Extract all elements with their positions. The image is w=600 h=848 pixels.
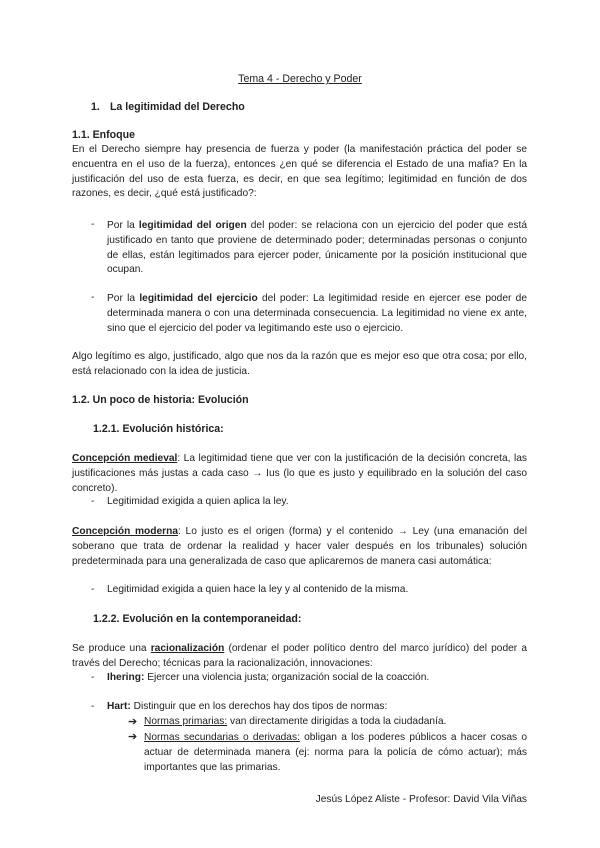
- ihering-text: Ejercer una violencia justa; organización social de la coacción.: [144, 672, 430, 683]
- bullet-text: Por la: [107, 220, 139, 231]
- normas-secundarias-item: [144, 731, 527, 775]
- concepcion-medieval-term: Concepción medieval: [72, 453, 178, 464]
- concepcion-moderna-term: Concepción moderna: [72, 526, 179, 537]
- bullet-dash: -: [91, 701, 95, 712]
- concepcion-medieval-bullet: Legitimidad exigida a quien aplica la ley.: [107, 496, 289, 507]
- paragraph-text: Se produce una: [72, 643, 151, 654]
- bullet-term: legitimidad del origen: [138, 220, 247, 231]
- ihering-bullet: [107, 672, 429, 683]
- normas-secundarias-text: obligan a los poderes públicos a hacer cosas o actuar de determinada manera (ej: norma para la policía de cómo actuar); más importantes que las primarias.: [144, 732, 527, 773]
- section-1-1-heading: 1.1. Enfoque: [72, 129, 135, 141]
- concepcion-medieval-text: : La legitimidad tiene que ver con la justificación de la decisión concreta, las justificaciones más justas a cada caso → Ius (lo que es justo y equilibrado en la solución del caso concreto).: [72, 453, 527, 494]
- bullet-text: del poder: se relaciona con un ejercicio del poder que está justificado en tanto que proviene de determinado poder; determinadas personas o conjunto de ellas, están legitimados para ejercer poder, únicamente por la posición institucional que ocupan.: [107, 220, 527, 276]
- bullet-legitimidad-ejercicio: [107, 292, 527, 336]
- section-1-1-closing: Algo legítimo es algo, justificado, algo que nos da la razón que es mejor eso que otra cosa; por ello, está relacionado con la idea de justicia.: [72, 351, 527, 377]
- racionalizacion-term: racionalización: [150, 643, 225, 654]
- section-1-heading: [91, 101, 245, 113]
- concepcion-medieval-paragraph: [72, 452, 527, 496]
- bullet-dash: -: [91, 496, 95, 507]
- concepcion-moderna-paragraph: [72, 525, 527, 569]
- page-title: Tema 4 - Derecho y Poder: [238, 73, 362, 85]
- normas-secundarias-term: Normas secundarias o derivadas:: [144, 732, 300, 743]
- hart-text: Distinguir que en los derechos hay dos tipos de normas:: [130, 701, 388, 712]
- hart-label: Hart:: [107, 701, 131, 712]
- paragraph-text: (ordenar el poder político dentro del marco jurídico) del poder a través del Derecho; técnicas para la racionalización, innovaciones:: [72, 643, 527, 669]
- bullet-dash: -: [91, 584, 95, 595]
- concepcion-moderna-text: : Lo justo es el origen (forma) y el contenido → Ley (una emanación del soberano que trata de ordenar la realidad y hacer valer después en los tribunales) solución predeterminada para una generalizada de caso que aplicaremos de manera casi automática:: [72, 526, 527, 567]
- bullet-dash: -: [91, 292, 95, 303]
- hart-bullet: [107, 701, 387, 712]
- section-1-2-1-heading: 1.2.1. Evolución histórica:: [93, 423, 224, 435]
- bullet-dash: -: [91, 672, 95, 683]
- normas-primarias-item: [144, 716, 446, 727]
- ihering-label: Ihering:: [107, 672, 145, 683]
- section-1-1-paragraph: En el Derecho siempre hay presencia de fuerza y poder (la manifestación práctica del poder se encuentra en el uso de la fuerza), entonces ¿en qué se diferencia el Estado de una mafia? En la justificación del uso de esta fuerza, es decir, en que sea legítimo; legitimidad en función de dos razones, es decir, ¿qué está justificado?:: [72, 144, 527, 200]
- bullet-text: Por la: [107, 293, 140, 304]
- bullet-legitimidad-origen: [107, 219, 527, 278]
- bullet-term: legitimidad del ejercicio: [139, 293, 258, 304]
- arrow-bullet-icon: ➔: [128, 716, 138, 728]
- arrow-bullet-icon: ➔: [128, 731, 138, 743]
- section-1-2-heading: 1.2. Un poco de historia: Evolución: [72, 394, 249, 406]
- concepcion-moderna-bullet: Legitimidad exigida a quien hace la ley y al contenido de la misma.: [107, 584, 409, 595]
- section-1-number: 1.: [91, 101, 100, 113]
- section-1-label: La legitimidad del Derecho: [109, 101, 245, 113]
- normas-primarias-term: Normas primarias:: [144, 716, 228, 727]
- normas-primarias-text: van directamente dirigidas a toda la ciudadanía.: [227, 716, 447, 727]
- bullet-dash: -: [91, 219, 95, 230]
- bullet-text: del poder: La legitimidad reside en ejercer ese poder de determinada manera o con una determinada consecuencia. La legitimidad no viene ex ante, sino que el ejercicio del poder va legitimando este uso o ejercicio.: [107, 293, 527, 334]
- racionalizacion-paragraph: [72, 642, 527, 672]
- page-footer: Jesús López Aliste - Profesor: David Vila Viñas: [315, 794, 527, 805]
- section-1-2-2-heading: 1.2.2. Evolución en la contemporaneidad:: [93, 613, 302, 625]
